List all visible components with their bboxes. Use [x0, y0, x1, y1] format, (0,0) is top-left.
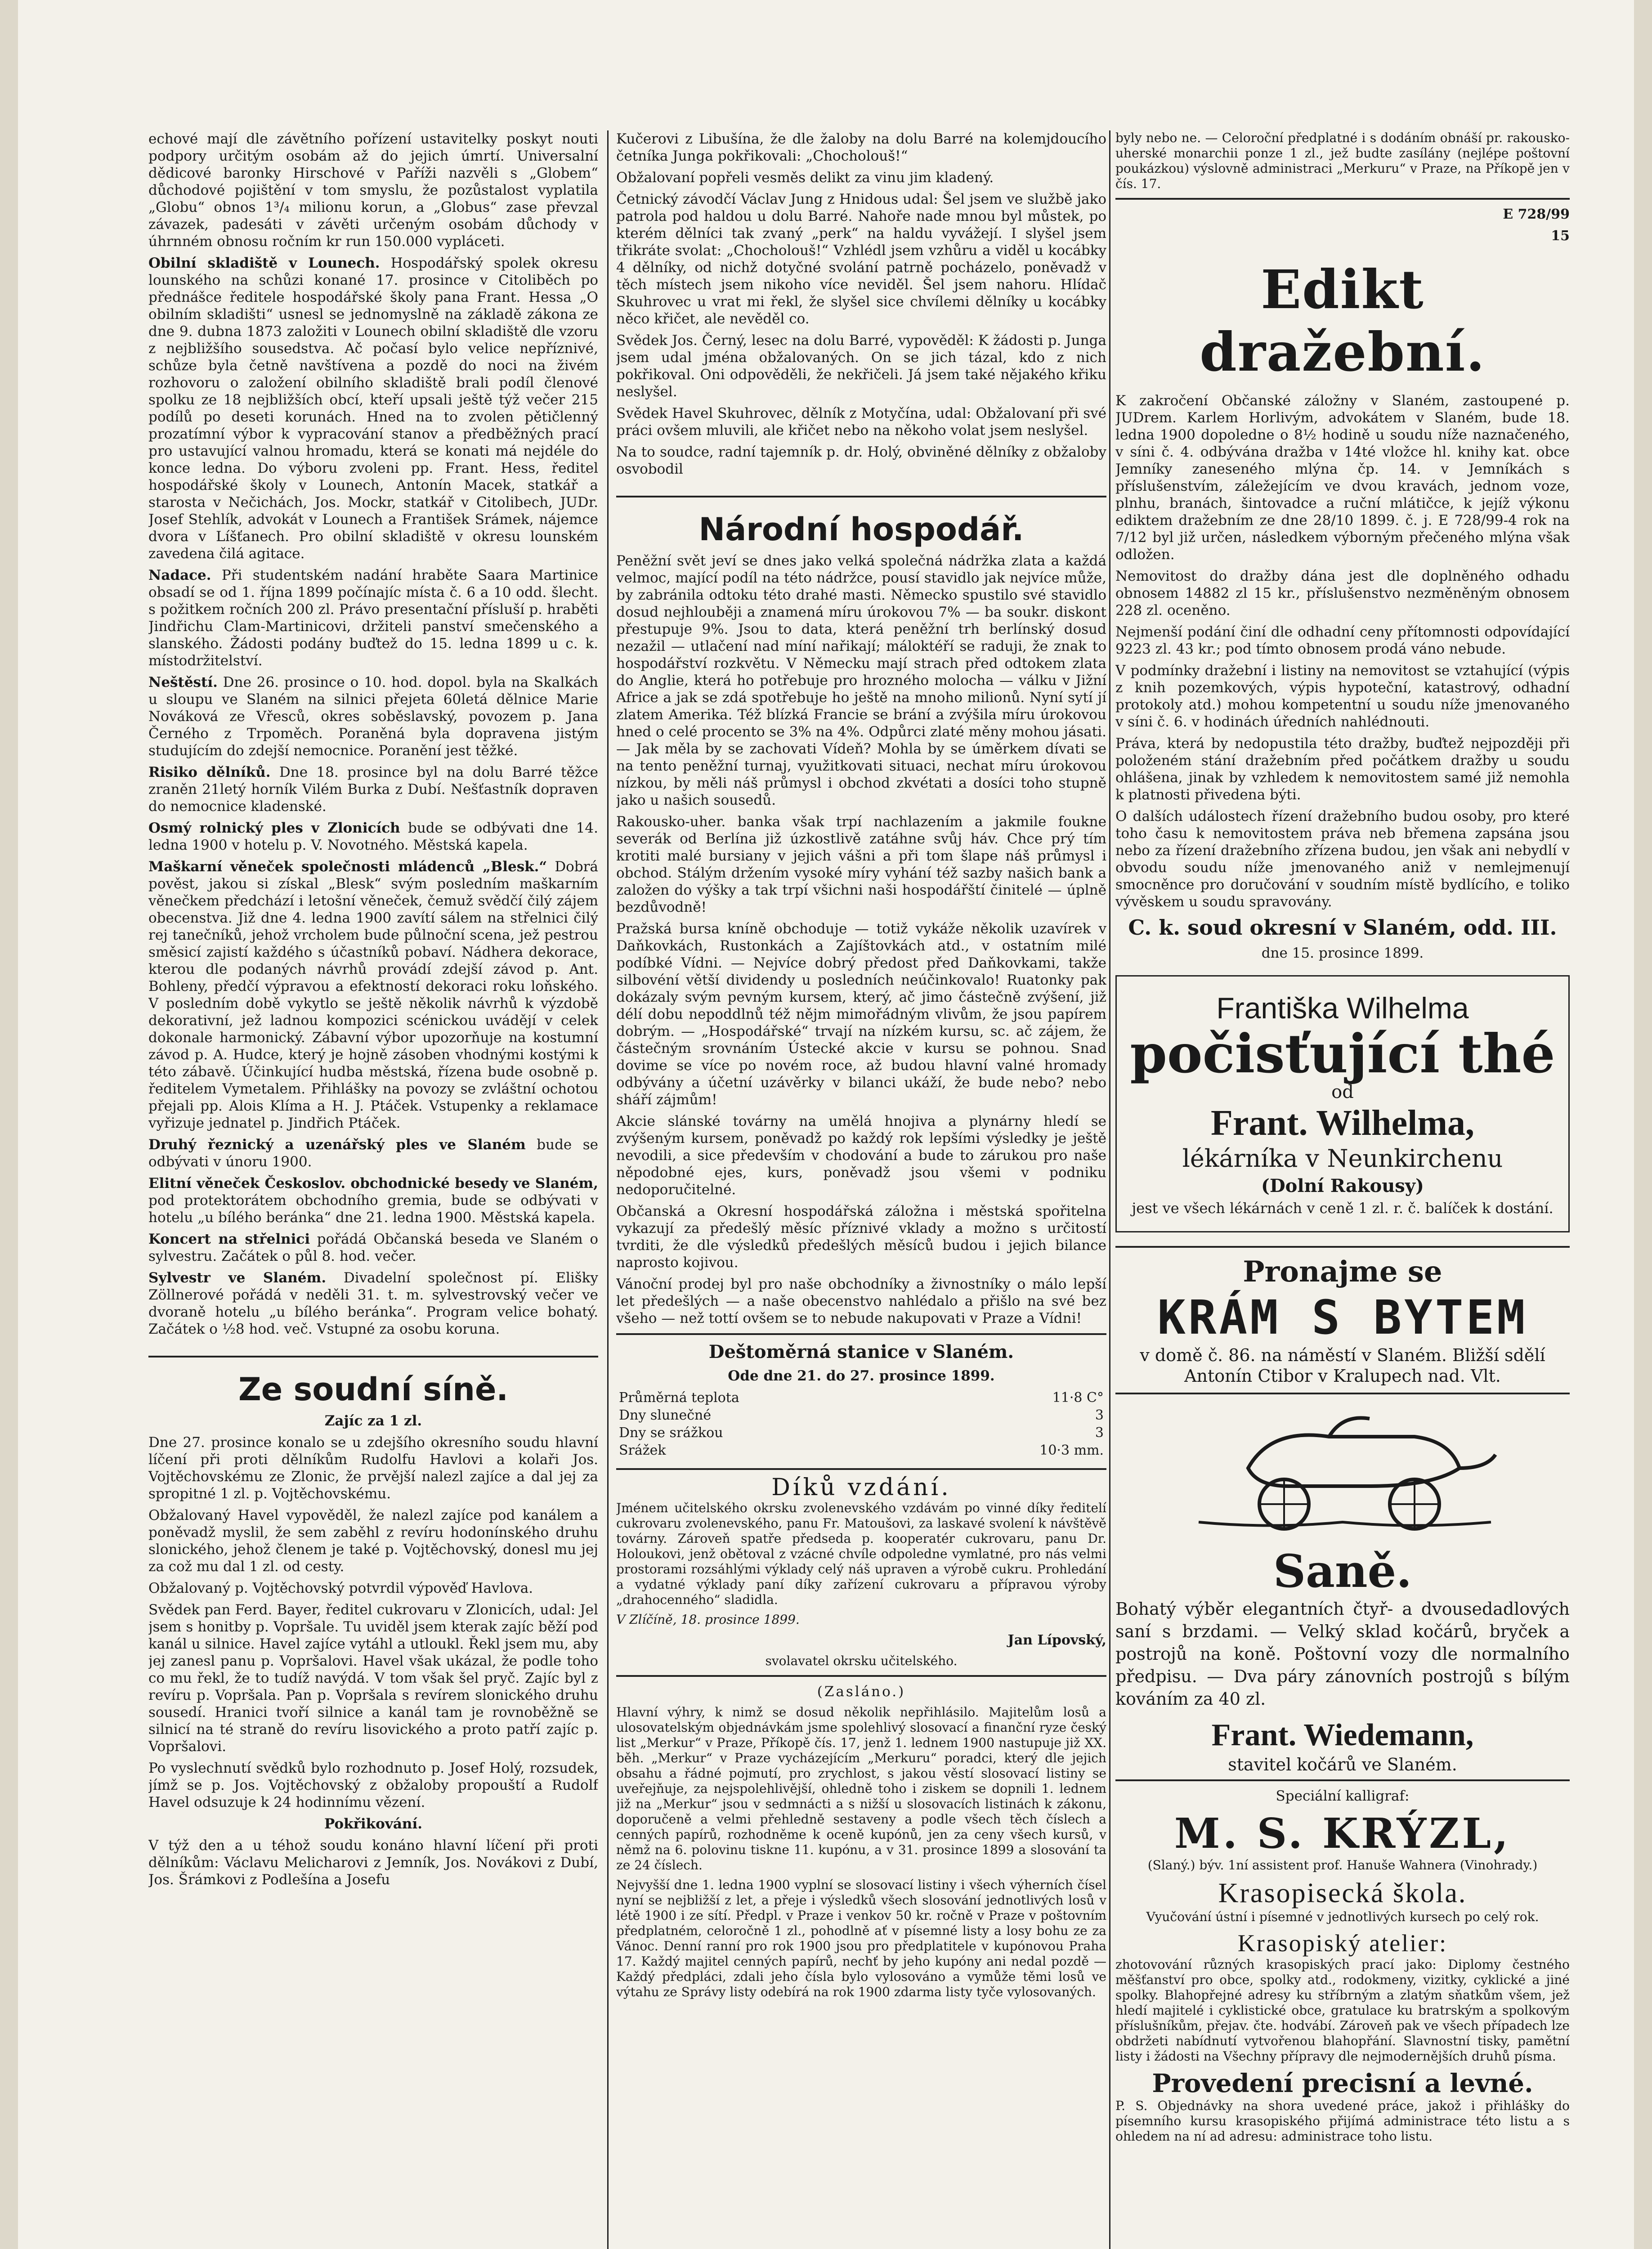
advert-sleigh-text: Bohatý výběr elegantních čtyř- a dvousedadlových saní s brzdami. — Velký sklad kočárů, bryček a postrojů na koně. Poštovní vozy dle normalního předpisu. — Dva páry zánovních postrojů s bílým kováním za 40 zl.	[1115, 1599, 1570, 1709]
article-text: Obžalovaný Havel vypověděl, že nalezl zajíce pod kanálem a poněvadž myslil, že sem zaběhl z revíru hodonínského druhu slonického, jehož členem je také p. Vojtěchovský, donesl mu jej za což mu dal 1 zl. od cesty.	[148, 1507, 598, 1575]
article-heading: Nadace.	[148, 567, 211, 583]
article-text: Svědek Jos. Černý, lesec na dolu Barré, vypověděl: K žádosti p. Junga jsem udal jména obžalovaných. On se jich tázal, kdo z nich pokřikoval. Oni odpověděli, že nekřičeli. Já jsem také nějakého křiku neslyšel.	[616, 332, 1106, 400]
article-text: Dobrá pověst, jakou si získal „Blesk“ svým posledním maškarním věnečkem předchází i letošní věneček, čemuž svědčí čilý zájem obecenstva. Již dne 4. ledna 1900 zavítí sálem na střelnici čilý rej tanečníků, jehož vrcholem bude půlnoční scena, jež pestrou směsicí zajistí každého s účastníků pobaví. Nádhera dekorace, kterou dle podaných návrhů provádí zdejší závod p. Ant. Bohleny, předčí výpravou a efektností dekoraci roku loňského. V posledním době vykytlo se ještě několik návrhů k výzdobě dekorativní, jež ladnou kompozici scénickou uvádějí v celek dokonale harmonický. Zábavní výbor upozorňuje na kostumní závod p. A. Hudce, který je hojně zásoben vhodnými kostými k této zábavě. Účinkující hudba městská, řízena bude osobně p. ředitelem Vymetalem. Přihlášky na povozy se zvláštní ochotou přejali pp. Alois Klíma a H. J. Ptáček. Vstupenky a reklamace vyřizuje jednatel p. Jindřich Ptáček.	[148, 859, 598, 1131]
article-heading: Obilní skladiště v Lounech.	[148, 255, 380, 271]
article-text: pod protektorátem obchodního gremia, bude se odbývati v hotelu „u bílého beránka“ dne 21. ledna 1900. Městská kapela.	[148, 1192, 598, 1226]
article-text: Občanská a Okresní hospodářská záložna i městská spořitelna vykazují za předešlý měsíc příznivé vklady a možno s určitostí tvrditi, že dle výsledků předešlých měsíců budou i jejich bilance naprosto kojivou.	[616, 1203, 1106, 1271]
table-cell: 11·8 C°	[1052, 1390, 1104, 1406]
article-text: echové mají dle závětního pořízení ustavitelky poskyt nouti podpory určitým osobám až do jejich úmrtí. Universalní dědicové baronky Hirschové v Paříži nazvěli s „Globem“ důchodové pojištění v tom smyslu, že pozůstalost vyplatila „Globu“ obnos 1³/₄ milionu korun, a „Globus“ zase převzal závazek, padesáti v závěti určeným osobám důchody v úhrnném obnosu ročním kr run 150.000 vypláceti.	[148, 131, 598, 250]
edict-text: O dalších událostech řízení dražebního budou osoby, pro které toho času k nemovitostem práva neb břemena zapsána jsou nebo za řízení dražebního zřízena budou, jen však ani nebydlí v obvodu soudu níže jmenovaného aniž v nemlejmenují smocněnce pro doručování v soudním místě bydlícího, e toliko vývěskem u soudu spravovány.	[1115, 808, 1570, 910]
article-paragraph	[148, 1231, 598, 1265]
edict-text: V podmínky dražební i listiny na nemovitost se vztahující (výpis z knih pozemkových, výpis hypoteční, katastrový, odhadní protokoly atd.) mohou kompetentní u soudu níže jmenovaného v síni č. 6. v hodinách úředních nahlédnouti.	[1115, 663, 1570, 730]
article-paragraph	[148, 858, 598, 1132]
page-edge-left	[0, 0, 18, 2249]
edict-text: Nemovitost do dražby dána jest dle doplněného odhadu obnosem 14882 zl 15 kr., příslušenstvo nezměněným obnosem 228 zl. oceněno.	[1115, 568, 1570, 618]
edict-text: K zakročení Občanské záložny v Slaném, zastoupené p. JUDrem. Karlem Horlivým, advokátem v Slaném, bude 18. ledna 1900 dopoledne o 8½ hodině u soudu níže naznačeného, v síni č. 4. odbývána dražba v 14té vložce hl. knihy kat. obce Jemníky zaneseného mlýna čp. 14. v Jemníkách s příslušenstvím, záležejícím ve dvou kravách, jednom voze, plnhu, branách, šintovadce a ruční mlátičce, k jejíž výkonu ediktem dražebním ze dne 28/10 1899. č. j. E 728/99-4 rok na 7/12 byl již určen, následkem výborným přečeného mlýna však odložen.	[1115, 393, 1570, 563]
article-text: Nejvyšší dne 1. ledna 1900 vyplní se slosovací listiny i všech výherních čísel nyní se nejbližší z let, a přeje i výsledků všech slosování jednotlivých losů v létě 1900 i ze sítí. Předpl. v Praze i venkov 50 kr. ročně v Praze v poštovním předplatném, celoročně 1 zl., pohodlně ať v písemné listy a losy bohu ze za Vánoc. Denní ranní pro rok 1900 jsou pro předplatitele v kupónovou Praha 17. Každý majitel cenných papírů, nechť by jeho kupóny ani nedal pozdě — Každý předpláci, zdali jeho čísla bylo vylosováno a vymůže těmi losů ve výtahu ze Správy listy odebírá na rok 1900 zdarma listy tyče vylosovaných.	[616, 1877, 1106, 1999]
column-rule	[1109, 130, 1110, 2249]
page-edge-right	[1634, 0, 1652, 2249]
edict-text: Práva, která by nedopustila této dražby, buďtež nejpozději při položeném stání dražebním před počátkem dražby u soudu ohlášena, jinak by vzhledem k nemovitostem samé již nemohla k platnosti přivedena býti.	[1115, 735, 1570, 803]
article-text: Kučerovi z Libušína, že dle žaloby na dolu Barré na kolemjdoucího četníka Junga pokřikovali: „Chocholouš!“	[616, 131, 1106, 164]
divider	[616, 1468, 1106, 1470]
advert-sleigh-title: Saně.	[1273, 1545, 1412, 1598]
table-row	[616, 1442, 1106, 1459]
article-text: Při studentském nadání hraběte Saara Martinice obsadí se od 1. října 1899 počínajíc místa č. 6 a 10 odd. šlecht. s požitkem ročních 200 zl. Právo presentační přísluší p. hraběti Jindřichu Clam-Martinicovi, držiteli panství smečenského a slanského. Žádosti podány buďtež do 15. ledna 1899 u c. k. místodržitelství.	[148, 567, 598, 669]
advert-calligraphy-role: býv. 1ní assistent prof. Hanuše Wahnera	[1199, 1858, 1456, 1873]
article-paragraph	[148, 674, 598, 759]
article-text: Jménem učitelského okrsku zvolenevského vzdávám po vinné díky ředitelí cukrovaru zvolenevského, panu Fr. Matoušovi, za laskavé svolení k návštěvě továrny. Zároveň spatře předseda p. kooperatér cukrovaru, panu Dr. Holoukovi, jenž obětoval z vzácné chvíle odpoledne vymlatné, pro nás velmi prostorami rozsáhlými výklady celý náš upraven a výrobě cukru. Prohledání a vydatné výklady paní díky zařízení cukrovaru a přípravou výroby „drahocenného“ sladidla.	[616, 1501, 1106, 1607]
divider	[1115, 198, 1570, 200]
article-text: Peněžní svět jeví se dnes jako velká společná nádržka zlata a každá velmoc, mající podíl na této nádržce, pousí stavidlo jak nejvíce může, by zabránila odtoku této drahé masti. Německo spustilo své stavidlo dosud nejhlouběji a znamená míru úrokovou 7% — ba soukr. diskont přestupuje 9%. Jsou to data, která peněžní trh berlínský dosud nezažil — utlačení nad míní nařikají; máloktéří se raduji, že znak to hospodářství rozkvětu. V Německu mají strach před odtokem zlata do Anglie, která ho potřebuje pro hrozného molocha — válku v Jižní Africe a jak se zdá spotřebuje ho ještě na mnoho milionů. Nyní sytí jí zlatem Amerika. Též blízká Francie se brání a zvýšila míru úrokovou hned o celé procento se 3% na 4%. Odpůrci zlaté měny mohou jásati. — Jak měla by se zachovati Vídeň? Mohla by se úměrkem dívati se na tento peněžní turnaj, využitkovati situaci, nechat míru úrokovou nízkou, by měli náš průmysl i obchod zkvétati a dosíci toho stupně jako u našich sousedů.	[616, 553, 1106, 808]
article-text: pořádá Občanská beseda ve Slaném o sylvestru. Začátek o půl 8. hod. večer.	[148, 1231, 598, 1264]
advert-tea	[1115, 975, 1570, 1232]
section-heading-court: Ze soudní síně.	[148, 1356, 598, 1408]
advert-calligraphy-atelier: Krasopiský atelier:	[1237, 1930, 1448, 1957]
table-row	[616, 1407, 1106, 1424]
advert-product: počisťující thé	[1130, 1022, 1555, 1085]
article-text: Vánoční prodej byl pro naše obchodníky a živnostníky o málo lepší let předešlých — a naše obecenstvo nahlédalo a přišlo na své bez všeho — než tottí ovšem se to nebude nakupovati v Praze a Vídni!	[616, 1276, 1106, 1326]
sub-heading: Pokřikování.	[324, 1816, 423, 1832]
advert-region: (Dolní Rakousy)	[1261, 1175, 1424, 1196]
sub-heading: Zajíc za 1 zl.	[324, 1413, 422, 1429]
thanks-heading: Díků vzdání.	[771, 1474, 951, 1501]
article-text: Po vyslechnutí svědků bylo rozhodnuto p. Josef Holý, rozsudek, jímž se p. Jos. Vojtěchovský z obžaloby propouští a Rudolf Havel odsuzuje k 24 hodinnímu vězení.	[148, 1760, 598, 1810]
table-cell: 3	[1095, 1425, 1104, 1441]
advert-maker: Frant. Wilhelma,	[1211, 1103, 1474, 1143]
table-cell: 10·3 mm.	[1039, 1443, 1104, 1458]
carriage-illustration	[1181, 1401, 1504, 1536]
advert-sleigh-maker: Frant. Wiedemann,	[1211, 1718, 1474, 1752]
edict-text: Nejmenší podání činí dle odhadní ceny přítomnosti odpovídající 9223 zl. 43 kr.; pod tímto obnosem prodá váno nebude.	[1115, 624, 1570, 657]
article-text: Divadelní společnost pí. Elišky Zöllnerové pořádá v neděli 31. t. m. sylvestrovský večer ve dvoraně hotelu „u bílého beránka“. Program velice bohatý. Začátek o ½8 hod. več. Vstupné za osobu koruna.	[148, 1270, 598, 1337]
article-text: Obžalovaní popřeli vesměs delikt za vinu jim kladený.	[616, 170, 994, 186]
advert-calligraphy-label: Speciální kalligraf:	[1276, 1788, 1410, 1804]
advert-calligraphy-name: M. S. KRÝZL,	[1174, 1809, 1511, 1858]
section-heading-economy: Národní hospodář.	[616, 496, 1106, 548]
divider	[1115, 1779, 1570, 1781]
article-paragraph	[148, 1136, 598, 1170]
article-heading: Sylvestr ve Slaném.	[148, 1270, 327, 1286]
article-text: Obžalovaný p. Vojtěchovský potvrdil výpověď Havlova.	[148, 1580, 533, 1596]
weather-table	[616, 1389, 1106, 1459]
court-name: C. k. soud okresní v Slaném, odd. III.	[1128, 915, 1557, 940]
table-cell: Průměrná teplota	[619, 1390, 739, 1406]
advert-rent-title: KRÁM S BYTEM	[1157, 1290, 1528, 1345]
signature-name: Jan Lípovský,	[1007, 1632, 1106, 1648]
court-date: dne 15. prosince 1899.	[1261, 945, 1424, 961]
advert-calligraphy-text: zhotovování různých krasopiských prací jako: Diplomy čestného měšťanství pro obce, spolky atd., rodokmeny, vizitky, cyklické a jiné spolky. Blahopřejné adresy ku stříbrným a zlatým sňatkům všem, jež hledí majitelé i cyklistické obce, gratulace ku bratrským a spolkovým příslušníkům, přejav. čte. hodvábí. Zároveň pak ve všech případech lze obdržeti nabídnutí vytvořenou blahopřání. Slavnostní tisky, pamětní listy i žádosti na Všechny přípravy dle nejmodernějších druhů písma.	[1115, 1957, 1570, 2064]
article-heading: Maškarní věneček společnosti mládenců „Blesk.“	[148, 859, 547, 875]
article-paragraph	[148, 820, 598, 854]
article-text: Četnický závodčí Václav Jung z Hnidous udal: Šel jsem ve službě jako patrola pod haldou u dolu Barré. Nahoře nade mnou byl můstek, po kterém dělníci tak zvaný „perk“ na haldu vyvážejí. I slyšel jsem třikráte svolat: „Chocholouš!“ Vzhlédl jsem vzhůru a viděl u kocábky 4 dělníky, od nichž dotyčné svolání patrně pocházelo, poněvadž v těch místech jsem nikoho více neviděl. Šel jsem nahoru. Hlídač Skuhrovec u vrat mi řekl, že slyšel sice chvílemi dělníky u kocábky něco křičet, ale nevěděl co.	[616, 191, 1106, 327]
article-paragraph	[148, 1269, 598, 1338]
article-text: Hospodářský spolek okresu lounského na schůzi konané 17. prosince v Citoliběch po přednášce ředitele hospodářské školy pana Frant. Hessa „O obilním skladišti“ usnesl se jednomyslně na základě zákona ze dne 9. dubna 1873 založiti v Lounech obilní skladiště dle vzoru z nejbližšího sousedstva. Ač počasí bylo velice nepříznivé, schůze byla četně navštívena a pozdě do noci na živém rozhovoru o založení obilního skladiště brali podíl členové spolku ze 18 nejbližších obcí, kteří upsali ještě týž večer 215 podílů po deseti korunách. Hned na to zvolen pětičlenný prozatímní výbor k vypracování stanov a předběžných prací pro ustavující valnou hromadu, která se konati má nejdéle do konce ledna. Do výboru zvoleni pp. Frant. Hess, ředitel hospodářské školy v Lounech, Antonín Macek, statkář a starosta v Nečichách, Jos. Mockr, statkář v Citolibech, JUDr. Josef Stehlík, advokát v Lounech a František Srámek, nájemce dvora v Líšťanech. Pro obilní skladiště v okresu lounském zavedena čilá agitace.	[148, 255, 598, 562]
article-text: Dne 26. prosince o 10. hod. dopol. byla na Skalkách u sloupu ve Slaném na silnici přejeta 60letá dělnice Marie Nováková ze Vřesců, okres soběslavský, povozem p. Jana Černého z Trpoměch. Poraněná byla dopravena jistým studujícím do zdejší nemocnice. Poranění jest těžké.	[148, 674, 598, 759]
advert-calligraphy-slogan: Provedení precisní a levné.	[1152, 2069, 1533, 2098]
article-paragraph	[148, 1175, 598, 1226]
advert-rent-text: v domě č. 86. na náměstí v Slaném. Bližší sdělí Antonín Ctibor v Kralupech nad. Vlt.	[1140, 1345, 1545, 1386]
advert-price: jest ve všech lékárnách v ceně 1 zl. r. č. balíček k dostání.	[1132, 1200, 1554, 1217]
table-cell: 3	[1095, 1407, 1104, 1423]
table-cell: Dny se srážkou	[619, 1425, 723, 1441]
column-3	[1115, 130, 1570, 2249]
advert-calligraphy-town-left: (Slaný.)	[1147, 1858, 1195, 1873]
article-heading: Koncert na střelnici	[148, 1231, 310, 1247]
table-row	[616, 1424, 1106, 1442]
divider	[616, 1675, 1106, 1677]
article-text: Hlavní výhry, k nimž se dosud několik nepřihlásilo. Majitelům losů a ulosovatelským objednávkám jsme spolehlivý slosovací a finanční ryze český list „Merkur“ v Praze, Příkopě čís. 17, jenž 1. lednem 1900 nastupuje již XX. běh. „Merkur“ v Praze vycházejícím „Merkuru“ poradci, který dle jejich obsahu a řádné pojmutí, pro zrychlost, s jakou věstí slosovací listiny se uveřejňuje, za nejspolehlivější, ohledně toho i ziskem se dopnili 1. lednem již na „Merkur“ jsou v sedmnácti a s nižší u slosovacích listinách k zákonu, doporučeně a velmi přehledně sestaveny a podle všech těch číslech a cenných papírů, rozhodněme k oceně kupónů, jen za ceny všech kursů, v němž na 6. polovinu tiskne 11. kupónu, a v 31. prosince 1899 a slosování ta ze 24 číslech.	[616, 1705, 1106, 1873]
article-heading: Neštěstí.	[148, 674, 218, 690]
article-text: bude se odbývati v únoru 1900.	[148, 1137, 598, 1170]
article-text: Dne 27. prosince konalo se u zdejšího okresního soudu hlavní líčení při proti dělníkům Rudolfu Havlovi a kolaři Jos. Vojtěchovskému ze Zlonic, že prvější nalezl zajíce a dal jej za spropitné 1 zl. p. Vojtěchovskému.	[148, 1434, 598, 1502]
article-paragraph	[148, 567, 598, 669]
article-text: bude se odbývati dne 14. ledna 1900 v hotelu p. V. Novotného. Městská kapela.	[148, 820, 598, 853]
place-date: V Zlíčíně, 18. prosince 1899.	[616, 1612, 800, 1627]
divider	[616, 1333, 1106, 1335]
sent-in-heading: (Zasláno.)	[817, 1684, 906, 1700]
advert-calligraphy-school-text: Vyučování ústní i písemné v jednotlivých kursech po celý rok.	[1146, 1909, 1539, 1924]
advert-calligraphy-town-right: (Vinohrady.)	[1459, 1858, 1538, 1873]
article-text: Svědek pan Ferd. Bayer, ředitel cukrovaru v Zlonicích, udal: Jel jsem s honitby p. Vopršale. Tu uviděl jsem kterak zajíc běží pod kanál u silnice. Havel zajíce vytáhl a utloukl. Řekl jsem mu, aby jej zanesl panu p. Vopršalovi. Havel však ukázal, že podle toho co mu řekl, že to tudíž navýdá. V tom však šel pryč. Zajíc byl z revíru p. Vopršala. Pan p. Vopršala s revírem slonického druhu sousedí. Hranici tvoří silnice a kanál tam je rovnoběžně se silnicí na té straně do revíru lisovického a proto patří zajíc p. Vopršalovi.	[148, 1602, 598, 1755]
article-paragraph	[148, 764, 598, 815]
article-text: Dne 18. prosince byl na dolu Barré těžce zraněn 21letý horník Vilém Burka z Dubí. Nešťastník dopraven do nemocnice kladenské.	[148, 764, 598, 815]
advert-calligraphy-school: Krasopisecká škola.	[1218, 1878, 1467, 1909]
article-heading: Osmý rolnický ples v Zlonicích	[148, 820, 400, 836]
reference-number: E 728/99	[1503, 206, 1570, 222]
divider	[1115, 1393, 1570, 1394]
article-text: Rakousko-uher. banka však trpí nachlazením a jakmile foukne severák od Berlína již úzkostlivě zatáhne svůj háv. Chce prý tím krotiti malé bursiany v jejich vášni a při tom šlape náš průmysl i obchod. Stálým držením vysoké míry vyhání též sazby našich bank a založen do výšky a tak trpí všichni naši hospodářští činitelé — úplně bezdůvodně!	[616, 814, 1106, 915]
table-row	[616, 1389, 1106, 1407]
article-heading: Druhý řeznický a uzenářský ples ve Slaném	[148, 1137, 526, 1153]
article-heading: Risiko dělníků.	[148, 764, 271, 780]
advert-sleigh-role: stavitel kočárů ve Slaném.	[1228, 1755, 1457, 1774]
column-2	[616, 130, 1106, 2249]
table-cell: Srážek	[619, 1443, 666, 1458]
column-rule	[607, 130, 609, 2249]
article-heading: Elitní věneček Českoslov. obchodnické besedy ve Slaném,	[148, 1175, 598, 1192]
signature-role: svolavatel okrsku učitelského.	[765, 1653, 958, 1668]
article-text: V týž den a u téhož soudu konáno hlavní líčení při proti dělníkům: Václavu Melicharovi z Jemník, Jos. Novákovi z Dubí, Jos. Šrámkovi z Podlešína a Josefu	[148, 1837, 598, 1888]
weather-period: Ode dne 21. do 27. prosince 1899.	[728, 1368, 995, 1384]
edict-title: Edikt dražební.	[1200, 258, 1486, 383]
advert-pharmacy: lékárníka v Neunkirchenu	[1182, 1144, 1503, 1173]
advert-name: Františka Wilhelma	[1216, 991, 1469, 1025]
advert-calligraphy-ps: P. S. Objednávky na shora uvedené práce, jakož i přihlášky do písemního kursu krasopiského přijímá administrace této listu a s ohledem na ní ad adresu: administrace toho listu.	[1115, 2098, 1570, 2144]
advert-rent-heading: Pronajme se	[1243, 1255, 1442, 1289]
weather-title: Deštoměrná stanice v Slaném.	[708, 1341, 1014, 1362]
article-text: byly nebo ne. — Celoroční předplatné i s dodáním obnáší pr. rakousko-uherské monarchii ponze 1 zl., jež budte zasílány (nejlépe poštovní poukázkou) výslovně administraci „Merkuru“ v Praze, na Příkopě jen v čís. 17.	[1115, 130, 1570, 191]
advert-od: od	[1331, 1082, 1354, 1102]
article-text: Pražská bursa kníně obchoduje — totiž vykáže několik uzavírek v Daňkovkách, Rustonkách a Zajíštovkách atd., v ostatním milé podíbké Vídni. — Nejvíce dobrý předost před Daňkovkami, takže silbovéní větší dividendy u posledních neúčinkovalo! Ruatonky pak dokázaly svým pevným kursem, který, ač jimo částečně zvýšení, již délí dobu nepoddlnů též nějm mimořádným vlivům, že jsou papírem dobrým. — „Hospodářské“ trvají na nízkém kursu, sc. ač zájem, že částečným srovnáním Ústecké akcie v kursu se pohnou. Snad dovime se více po novém roce, až budou hlavní valné hromady odbývány a účetní uzávěrky v bilanci ukáží, že bude nebo? nebo sháří zájmům!	[616, 921, 1106, 1108]
divider	[1115, 1246, 1570, 1248]
article-text: Svědek Havel Skuhrovec, dělník z Motyčína, udal: Obžalovaní při své práci ovšem mluvili, ale křičet nebo na někoho volat jsem neslyšel.	[616, 405, 1106, 439]
advert-calligraphy-role-line	[1115, 1858, 1570, 1873]
article-text: Na to soudce, radní tajemník p. dr. Holý, obviněné dělníky z obžaloby osvobodil	[616, 444, 1106, 477]
article-text: Akcie slánské továrny na umělá hnojiva a plynárny hledí se zvýšeným kursem, poněvadž po každý rok lepšími výsledky je ještě nevodili, a sice především v chodování a bude to zárukou pro naše něpodobné ejes, kurs, poněvadž jsou všemi v podniku nedoporučitelné.	[616, 1113, 1106, 1198]
reference-number-2: 15	[1551, 228, 1570, 244]
article-paragraph	[148, 255, 598, 562]
column-1	[148, 130, 598, 2249]
table-cell: Dny slunečné	[619, 1407, 712, 1423]
